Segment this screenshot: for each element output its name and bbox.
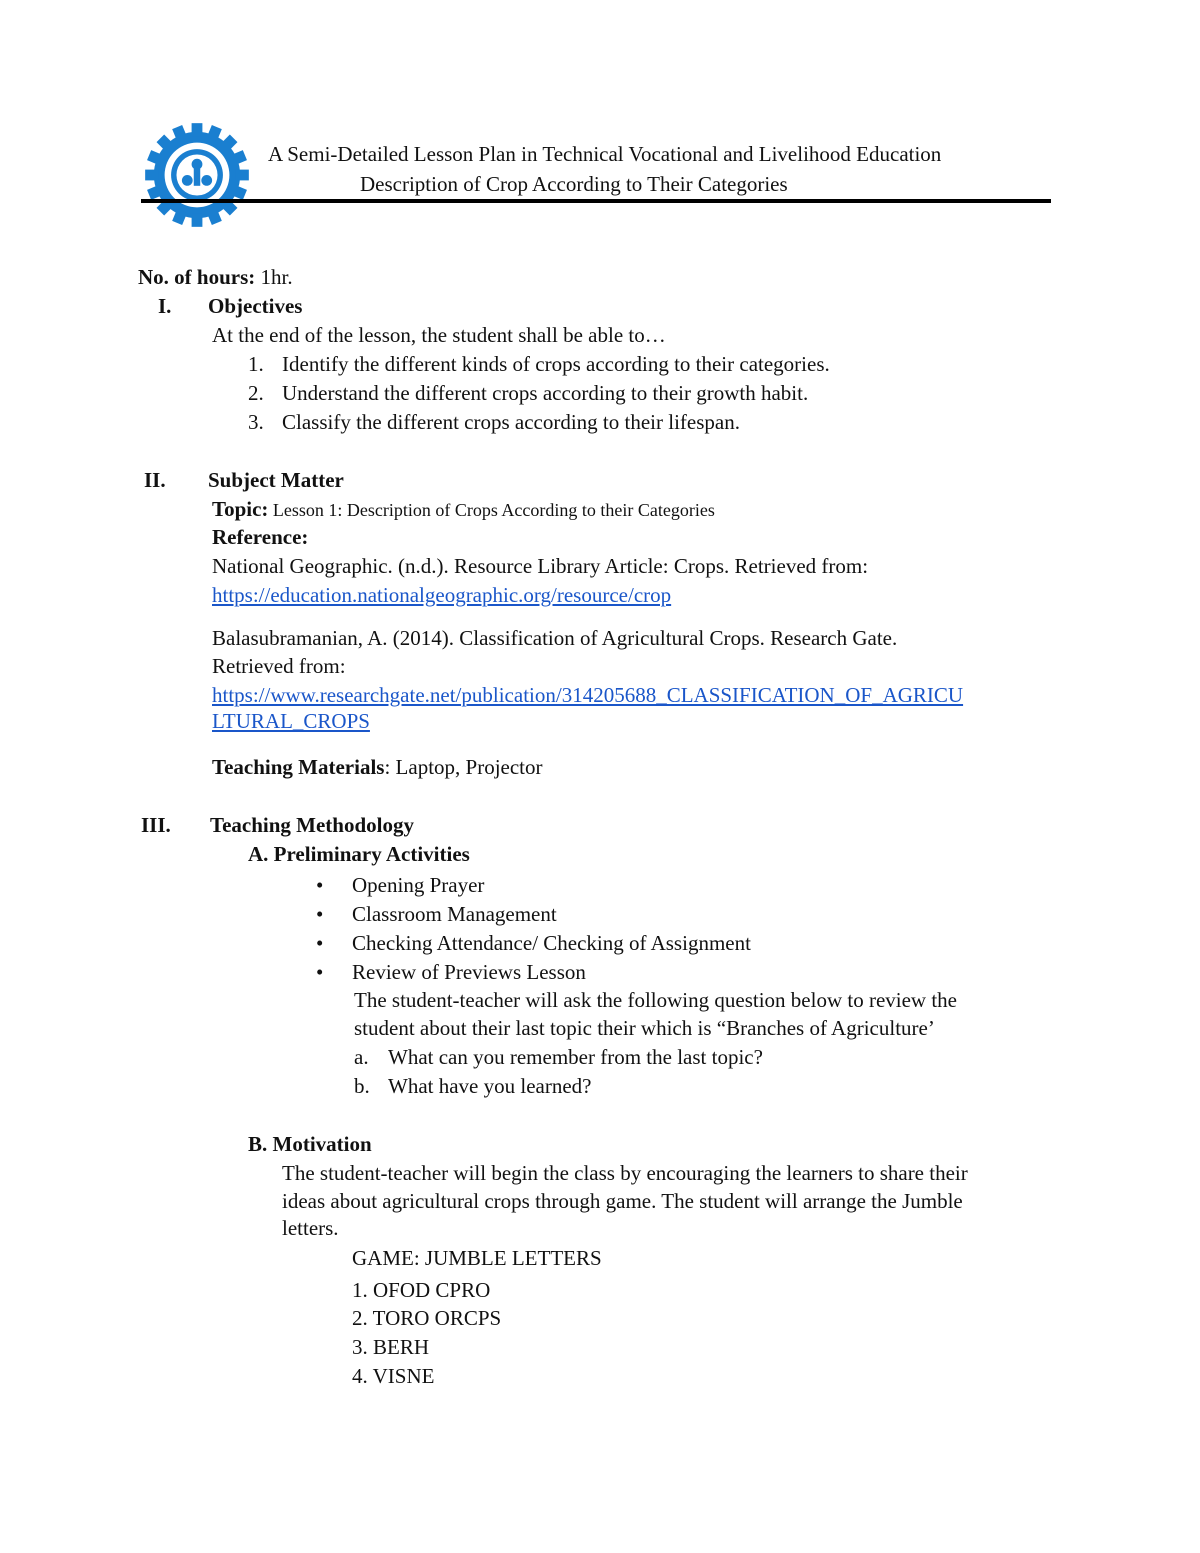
document-subtitle: Description of Crop According to Their Categories <box>360 172 788 196</box>
document-title: A Semi-Detailed Lesson Plan in Technical Vocational and Livelihood Education <box>268 142 942 166</box>
motivation-text: ideas about agricultural crops through game. The student will arrange the Jumble <box>282 1189 963 1213</box>
objectives-heading: Objectives <box>208 294 303 318</box>
section-number-ii: II. <box>144 468 166 492</box>
jumble-item: 1. OFOD CPRO <box>352 1278 491 1302</box>
hours-value: 1hr. <box>255 265 293 289</box>
bullet-dot: • <box>316 873 324 897</box>
bullet-dot: • <box>316 902 324 926</box>
objective-item: Classify the different crops according to their lifespan. <box>282 410 740 434</box>
section-number-iii: III. <box>141 813 171 837</box>
preliminary-activities-heading: A. Preliminary Activities <box>248 842 470 866</box>
list-item: Checking Attendance/ Checking of Assignment <box>352 931 751 955</box>
motivation-heading: B. Motivation <box>248 1132 372 1156</box>
reference-1-link[interactable]: https://education.nationalgeographic.org/resource/crop <box>212 583 672 607</box>
teaching-materials-value: : Laptop, Projector <box>384 755 543 779</box>
teaching-materials-label: Teaching Materials <box>212 755 385 779</box>
question-letter: a. <box>354 1045 369 1069</box>
objective-item: Understand the different crops according to their growth habit. <box>282 381 809 405</box>
motivation-text: letters. <box>282 1216 339 1240</box>
bullet-dot: • <box>316 931 324 955</box>
reference-2-link[interactable]: https://www.researchgate.net/publication/314205688_CLASSIFICATION_OF_AGRICU <box>212 683 964 707</box>
jumble-item: 4. VISNE <box>352 1364 435 1388</box>
reference-2-citation: Balasubramanian, A. (2014). Classification of Agricultural Crops. Research Gate. <box>212 626 898 650</box>
subject-matter-heading: Subject Matter <box>208 468 344 492</box>
jumble-item: 2. TORO ORCPS <box>352 1306 502 1330</box>
objective-number: 1. <box>248 352 264 376</box>
motivation-text: The student-teacher will begin the class by encouraging the learners to share their <box>282 1161 968 1185</box>
game-title: GAME: JUMBLE LETTERS <box>352 1246 602 1270</box>
hours-label: No. of hours: <box>138 265 256 289</box>
review-instructions-continued: student about their last topic their which is “Branches of Agriculture’ <box>354 1016 935 1040</box>
review-instructions: The student-teacher will ask the following question below to review the <box>354 988 958 1012</box>
reference-1-citation: National Geographic. (n.d.). Resource Library Article: Crops. Retrieved from: <box>212 554 869 578</box>
section-number-i: I. <box>158 294 172 318</box>
list-item: Review of Previews Lesson <box>352 960 586 984</box>
objective-number: 3. <box>248 410 264 434</box>
question-letter: b. <box>354 1074 370 1098</box>
teaching-materials-line <box>212 757 543 778</box>
topic-label: Topic: <box>212 497 269 521</box>
review-question: What can you remember from the last topic? <box>388 1045 763 1069</box>
hours-line <box>138 267 293 288</box>
jumble-item: 3. BERH <box>352 1335 430 1359</box>
list-item: Classroom Management <box>352 902 557 926</box>
reference-2-retrieved: Retrieved from: <box>212 654 346 678</box>
header-divider <box>141 199 1051 203</box>
bullet-dot: • <box>316 960 324 984</box>
objective-number: 2. <box>248 381 264 405</box>
topic-value: Lesson 1: Description of Crops According to their Categories <box>268 500 715 520</box>
review-question: What have you learned? <box>388 1074 592 1098</box>
college-seal-icon <box>143 121 251 229</box>
reference-label: Reference: <box>212 525 309 549</box>
objectives-intro: At the end of the lesson, the student shall be able to… <box>212 323 666 347</box>
reference-2-link-continued[interactable]: LTURAL_CROPS <box>212 709 370 733</box>
objective-item: Identify the different kinds of crops according to their categories. <box>282 352 830 376</box>
teaching-methodology-heading: Teaching Methodology <box>210 813 414 837</box>
list-item: Opening Prayer <box>352 873 485 897</box>
topic-line <box>212 499 715 520</box>
